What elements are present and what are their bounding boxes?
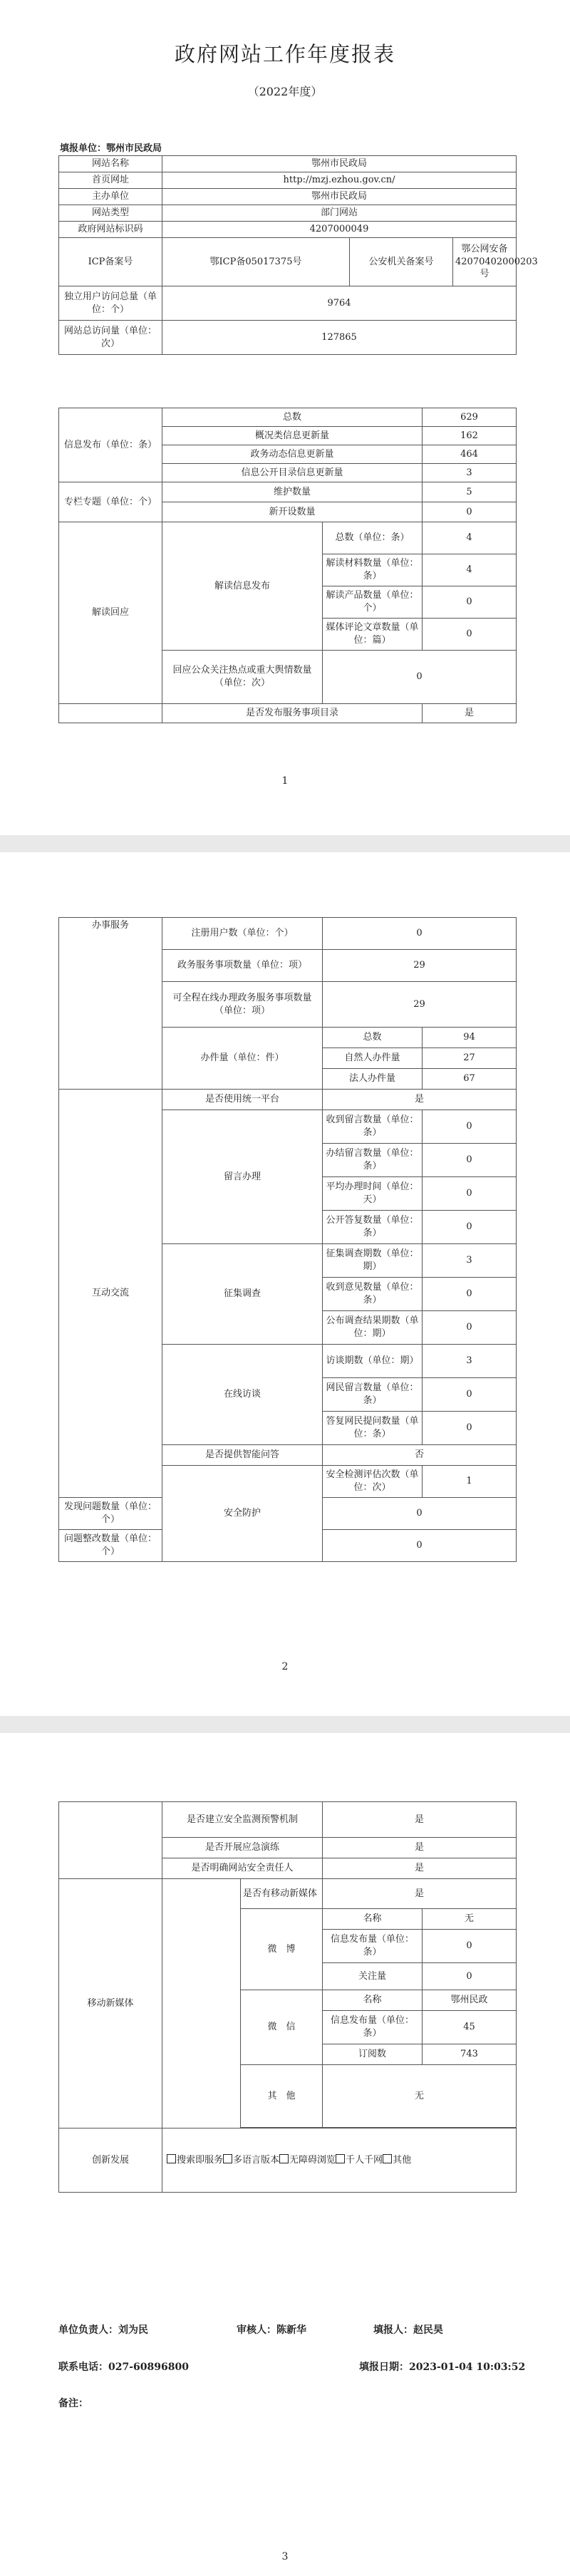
talk-label: 在线访谈 [162, 1345, 323, 1445]
weibo-posts-label: 信息发布量（单位：条） [323, 1930, 423, 1963]
smartqa-label: 是否提供智能问答 [162, 1445, 323, 1466]
report-title: 政府网站工作年度报表 [174, 42, 395, 66]
natural-label: 自然人办件量 [323, 1048, 423, 1069]
report-page-2 [0, 852, 570, 1716]
sponsor-label: 主办单位 [59, 189, 162, 205]
info-overview-value: 162 [423, 427, 517, 445]
msg-days-value: 0 [423, 1177, 517, 1211]
monitor-value: 是 [323, 1802, 517, 1838]
site-type-value: 部门网站 [162, 205, 517, 222]
interpret-media-label: 媒体评论文章数量（单位：篇） [323, 619, 423, 651]
service-catalog-label: 是否发布服务事项目录 [162, 704, 423, 723]
wechat-posts-value: 45 [423, 2011, 517, 2044]
talk-periods-label: 访谈期数（单位：期） [323, 1345, 423, 1378]
interpret-sub-label: 解读信息发布 [162, 522, 323, 651]
page-number: 2 [281, 1661, 289, 1672]
interpret-product-value: 0 [423, 586, 517, 619]
msg-public-value: 0 [423, 1211, 517, 1244]
monitor-label: 是否建立安全监测预警机制 [162, 1802, 323, 1838]
blank-cell [59, 1802, 162, 1879]
talk-questions-value: 0 [423, 1378, 517, 1412]
weibo-fans-label: 关注量 [323, 1963, 423, 1990]
icp-label: ICP备案号 [59, 238, 162, 286]
pv-label: 网站总访问量（单位：次） [59, 321, 162, 355]
handled-total-value: 94 [423, 1028, 517, 1048]
interpret-total-label: 总数（单位：条） [323, 522, 423, 554]
info-news-label: 政务动态信息更新量 [162, 445, 423, 464]
interpret-response-value: 0 [323, 651, 517, 704]
wechat-name-value: 鄂州民政 [423, 1990, 517, 2011]
service-group-label: 办事服务 [59, 918, 162, 1090]
msg-received-value: 0 [423, 1110, 517, 1144]
date-field: 填报日期：2023-01-04 10:03:52 [359, 2362, 526, 2373]
online-value: 29 [323, 982, 517, 1028]
innovation-option[interactable]: 搜索即服务 [167, 2155, 223, 2166]
special-maintain-value: 5 [423, 482, 517, 502]
survey-results-label: 公布调查结果期数（单位：期） [323, 1311, 423, 1345]
interpret-response-label: 回应公众关注热点或重大舆情数量（单位：次） [162, 651, 323, 704]
innovation-option[interactable]: 无障碍浏览 [279, 2155, 336, 2166]
site-name-value: 鄂州市民政局 [162, 156, 517, 172]
report-page-1 [0, 0, 570, 835]
other-label: 其 他 [241, 2065, 323, 2128]
checkbox-icon[interactable] [383, 2154, 392, 2163]
mobile-group-label: 移动新媒体 [59, 1879, 162, 2128]
note-field: 备注： [58, 2398, 88, 2409]
innovation-options [162, 2128, 517, 2193]
report-year: （2022年度） [247, 85, 323, 98]
interpret-group-label: 解读回应 [59, 522, 162, 704]
pv-value: 127865 [162, 321, 517, 355]
survey-opinions-label: 收到意见数量（单位：条） [323, 1278, 423, 1311]
uv-label: 独立用户访问总量（单位：个） [59, 286, 162, 321]
weibo-fans-value: 0 [423, 1963, 517, 1990]
wechat-subs-value: 743 [423, 2044, 517, 2065]
online-label: 可全程在线办理政务服务事项数量（单位：项） [162, 982, 323, 1028]
site-code-value: 4207000049 [162, 222, 517, 238]
wechat-name-label: 名称 [323, 1990, 423, 2011]
psb-label: 公安机关备案号 [350, 238, 453, 286]
msg-done-value: 0 [423, 1144, 517, 1177]
interpret-material-value: 4 [423, 554, 517, 586]
fixed-value: 0 [323, 1530, 517, 1562]
natural-value: 27 [423, 1048, 517, 1069]
site-type-label: 网站类型 [59, 205, 162, 222]
info-total-label: 总数 [162, 408, 423, 427]
innovation-option[interactable]: 千人千网 [336, 2155, 383, 2166]
special-group-label: 专栏专题（单位：个） [59, 482, 162, 522]
checkbox-icon[interactable] [279, 2154, 289, 2163]
innovation-option[interactable]: 多语言版本 [223, 2155, 279, 2166]
wechat-posts-label: 信息发布量（单位：条） [323, 2011, 423, 2044]
legal-label: 法人办件量 [323, 1069, 423, 1090]
page-separator [0, 1716, 570, 1733]
interaction-group-label: 互动交流 [59, 1090, 162, 1498]
info-overview-label: 概况类信息更新量 [162, 427, 423, 445]
reviewer-field: 审核人：陈新华 [237, 2324, 306, 2336]
report-page-3 [0, 1733, 570, 2576]
checkbox-icon[interactable] [223, 2154, 232, 2163]
home-url-value: http://mzj.ezhou.gov.cn/ [162, 172, 517, 189]
interpret-material-label: 解读材料数量（单位：条） [323, 554, 423, 586]
talk-answers-label: 答复网民提问数量（单位：条） [323, 1412, 423, 1445]
drill-value: 是 [323, 1838, 517, 1858]
service-catalog-value: 是 [423, 704, 517, 723]
site-name-label: 网站名称 [59, 156, 162, 172]
info-catalog-label: 信息公开目录信息更新量 [162, 464, 423, 482]
psb-value: 鄂公网安备42070402000203号 [453, 238, 517, 286]
service-interaction-table [58, 917, 517, 1562]
security-group-label: 安全防护 [162, 1466, 323, 1562]
info-group-label: 信息发布（单位：条） [59, 408, 162, 482]
users-value: 0 [323, 918, 517, 950]
fixed-label: 问题整改数量（单位：个） [59, 1530, 162, 1562]
special-new-value: 0 [423, 502, 517, 522]
survey-results-value: 0 [423, 1311, 517, 1345]
blank-cell [162, 1879, 241, 2128]
info-news-value: 464 [423, 445, 517, 464]
checks-value: 1 [423, 1466, 517, 1498]
interpret-product-label: 解读产品数量（单位：个） [323, 586, 423, 619]
talk-periods-value: 3 [423, 1345, 517, 1378]
talk-answers-value: 0 [423, 1412, 517, 1445]
owner-value: 是 [323, 1858, 517, 1879]
survey-label: 征集调查 [162, 1244, 323, 1345]
weibo-name-label: 名称 [323, 1909, 423, 1930]
checkbox-icon[interactable] [336, 2154, 345, 2163]
weibo-posts-value: 0 [423, 1930, 517, 1963]
found-value: 0 [323, 1498, 517, 1530]
items-value: 29 [323, 950, 517, 982]
unified-label: 是否使用统一平台 [162, 1090, 323, 1110]
users-label: 注册用户数（单位：个） [162, 918, 323, 950]
home-url-label: 首页网址 [59, 172, 162, 189]
phone-field: 联系电话：027-60896800 [58, 2362, 189, 2373]
weibo-label: 微 博 [241, 1909, 323, 1990]
found-label: 发现问题数量（单位：个） [59, 1498, 162, 1530]
interpret-media-value: 0 [423, 619, 517, 651]
basic-info-table [58, 155, 538, 355]
survey-periods-label: 征集调查期数（单位：期） [323, 1244, 423, 1278]
uv-value: 9764 [162, 286, 517, 321]
unified-value: 是 [323, 1090, 517, 1110]
has-mobile-value: 是 [323, 1879, 517, 1909]
items-label: 政务服务事项数量（单位：项） [162, 950, 323, 982]
reporting-unit: 填报单位：鄂州市民政局 [60, 143, 162, 154]
leader-field: 单位负责人：刘为民 [58, 2324, 148, 2336]
talk-questions-label: 网民留言数量（单位：条） [323, 1378, 423, 1412]
blank-cell [59, 704, 162, 723]
content-table [58, 408, 517, 723]
page-number: 3 [281, 2551, 289, 2562]
msg-done-label: 办结留言数量（单位：条） [323, 1144, 423, 1177]
other-value: 无 [323, 2065, 517, 2128]
msg-received-label: 收到留言数量（单位：条） [323, 1110, 423, 1144]
msg-label: 留言办理 [162, 1110, 323, 1244]
survey-opinions-value: 0 [423, 1278, 517, 1311]
owner-label: 是否明确网站安全责任人 [162, 1858, 323, 1879]
site-code-label: 政府网站标识码 [59, 222, 162, 238]
survey-periods-value: 3 [423, 1244, 517, 1278]
info-catalog-value: 3 [423, 464, 517, 482]
special-new-label: 新开设数量 [162, 502, 423, 522]
handled-label: 办件量（单位：件） [162, 1028, 323, 1090]
icp-value: 鄂ICP备05017375号 [162, 238, 350, 286]
smartqa-value: 否 [323, 1445, 517, 1466]
drill-label: 是否开展应急演练 [162, 1838, 323, 1858]
wechat-subs-label: 订阅数 [323, 2044, 423, 2065]
checkbox-icon[interactable] [167, 2154, 176, 2163]
legal-value: 67 [423, 1069, 517, 1090]
innovation-group-label: 创新发展 [59, 2128, 162, 2193]
checks-label: 安全检测评估次数（单位：次） [323, 1466, 423, 1498]
info-total-value: 629 [423, 408, 517, 427]
msg-public-label: 公开答复数量（单位：条） [323, 1211, 423, 1244]
weibo-name-value: 无 [423, 1909, 517, 1930]
filler-field: 填报人：赵民昊 [373, 2324, 443, 2336]
wechat-label: 微 信 [241, 1990, 323, 2065]
special-maintain-label: 维护数量 [162, 482, 423, 502]
interpret-total-value: 4 [423, 522, 517, 554]
page-number: 1 [281, 775, 289, 787]
sponsor-value: 鄂州市民政局 [162, 189, 517, 205]
handled-total-label: 总数 [323, 1028, 423, 1048]
has-mobile-label: 是否有移动新媒体 [241, 1879, 323, 1909]
innovation-option[interactable]: 其他 [383, 2155, 411, 2166]
security-mobile-table [58, 1801, 517, 2193]
page-separator [0, 835, 570, 852]
msg-days-label: 平均办理时间（单位：天） [323, 1177, 423, 1211]
